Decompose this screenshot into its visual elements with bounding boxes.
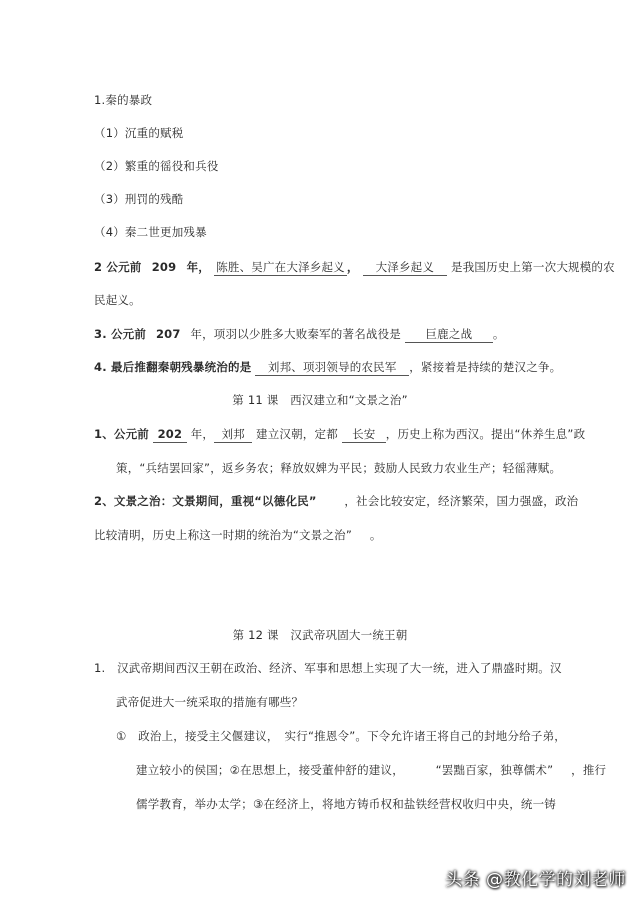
answer-blank: 大泽乡起义: [363, 259, 447, 276]
lesson-11-point-2-cont: 比较清明，历史上称这一时期的统治为“文景之治” 。: [94, 528, 382, 542]
list-item: （4）秦二世更加残暴: [94, 225, 207, 239]
list-item: （1）沉重的赋税: [94, 126, 184, 140]
list-item: （2）繁重的徭役和兵役: [94, 159, 219, 173]
answer-blank: 陈胜、吴广在大泽乡起义: [216, 260, 345, 274]
question-2: 2 公元前 209 年， 陈胜、吴广在大泽乡起义 ， 大泽乡起义 是我国历史上第一次大规模的农: [94, 260, 615, 274]
lesson-12-point-1: 1. 汉武帝期间西汉王朝在政治、经济、军事和思想上实现了大一统，进入了鼎盛时期。汉: [94, 661, 562, 675]
list-item: （3）刑罚的残酷: [94, 192, 184, 206]
answer-blank: 202: [153, 426, 187, 443]
lesson-12-title: 第 12 课 汉武帝巩固大一统王朝: [232, 628, 408, 642]
answer-blank: 刘邦: [214, 426, 252, 443]
lesson-11-point-1-cont: 策，“兵结罢回家”，返乡务农；释放奴婢为平民；鼓励人民致力农业生产；轻徭薄赋。: [116, 461, 562, 475]
lesson-11-point-2: 2、文景之治：文景期间，重视“以德化民” ，社会比较安定，经济繁荣，国力强盛，政治: [94, 494, 579, 508]
measure-line-3: 儒学教育，举办太学；③在经济上，将地方铸币权和盐铁经营权收归中央，统一铸: [136, 797, 557, 811]
measure-line-2: 建立较小的侯国；②在思想上，接受董仲舒的建议， “罢黜百家，独尊儒术” ，推行: [136, 763, 607, 777]
lesson-11-point-1: 1、公元前 202 年， 刘邦 建立汉朝，定都 长安 ，历史上称为西汉。提出“休养生息”政: [94, 427, 586, 441]
watermark-text: 头条 @教化学的刘老师: [445, 870, 626, 890]
question-2-cont: 民起义。: [94, 293, 141, 307]
measure-line-1: ① 政治上，接受主父偃建议， 实行“推恩令”。下令允许诸王将自己的封地分给子弟，: [116, 729, 566, 743]
lesson-12-point-1-cont: 武帝促进大一统采取的措施有哪些？: [116, 695, 304, 709]
lesson-11-title: 第 11 课 西汉建立和“文景之治”: [232, 393, 408, 407]
answer-blank: 长安: [342, 426, 386, 443]
answer-blank: 巨鹿之战: [405, 326, 493, 343]
question-4: 4. 最后推翻秦朝残暴统治的是 刘邦、项羽领导的农民军 ，紧接着是持续的楚汉之争。: [94, 360, 562, 374]
question-3: 3. 公元前 207 年，项羽以少胜多大败秦军的著名战役是 巨鹿之战 。: [94, 327, 505, 341]
section-1-title: 1.秦的暴政: [94, 93, 153, 107]
answer-blank: 刘邦、项羽领导的农民军: [255, 359, 409, 376]
